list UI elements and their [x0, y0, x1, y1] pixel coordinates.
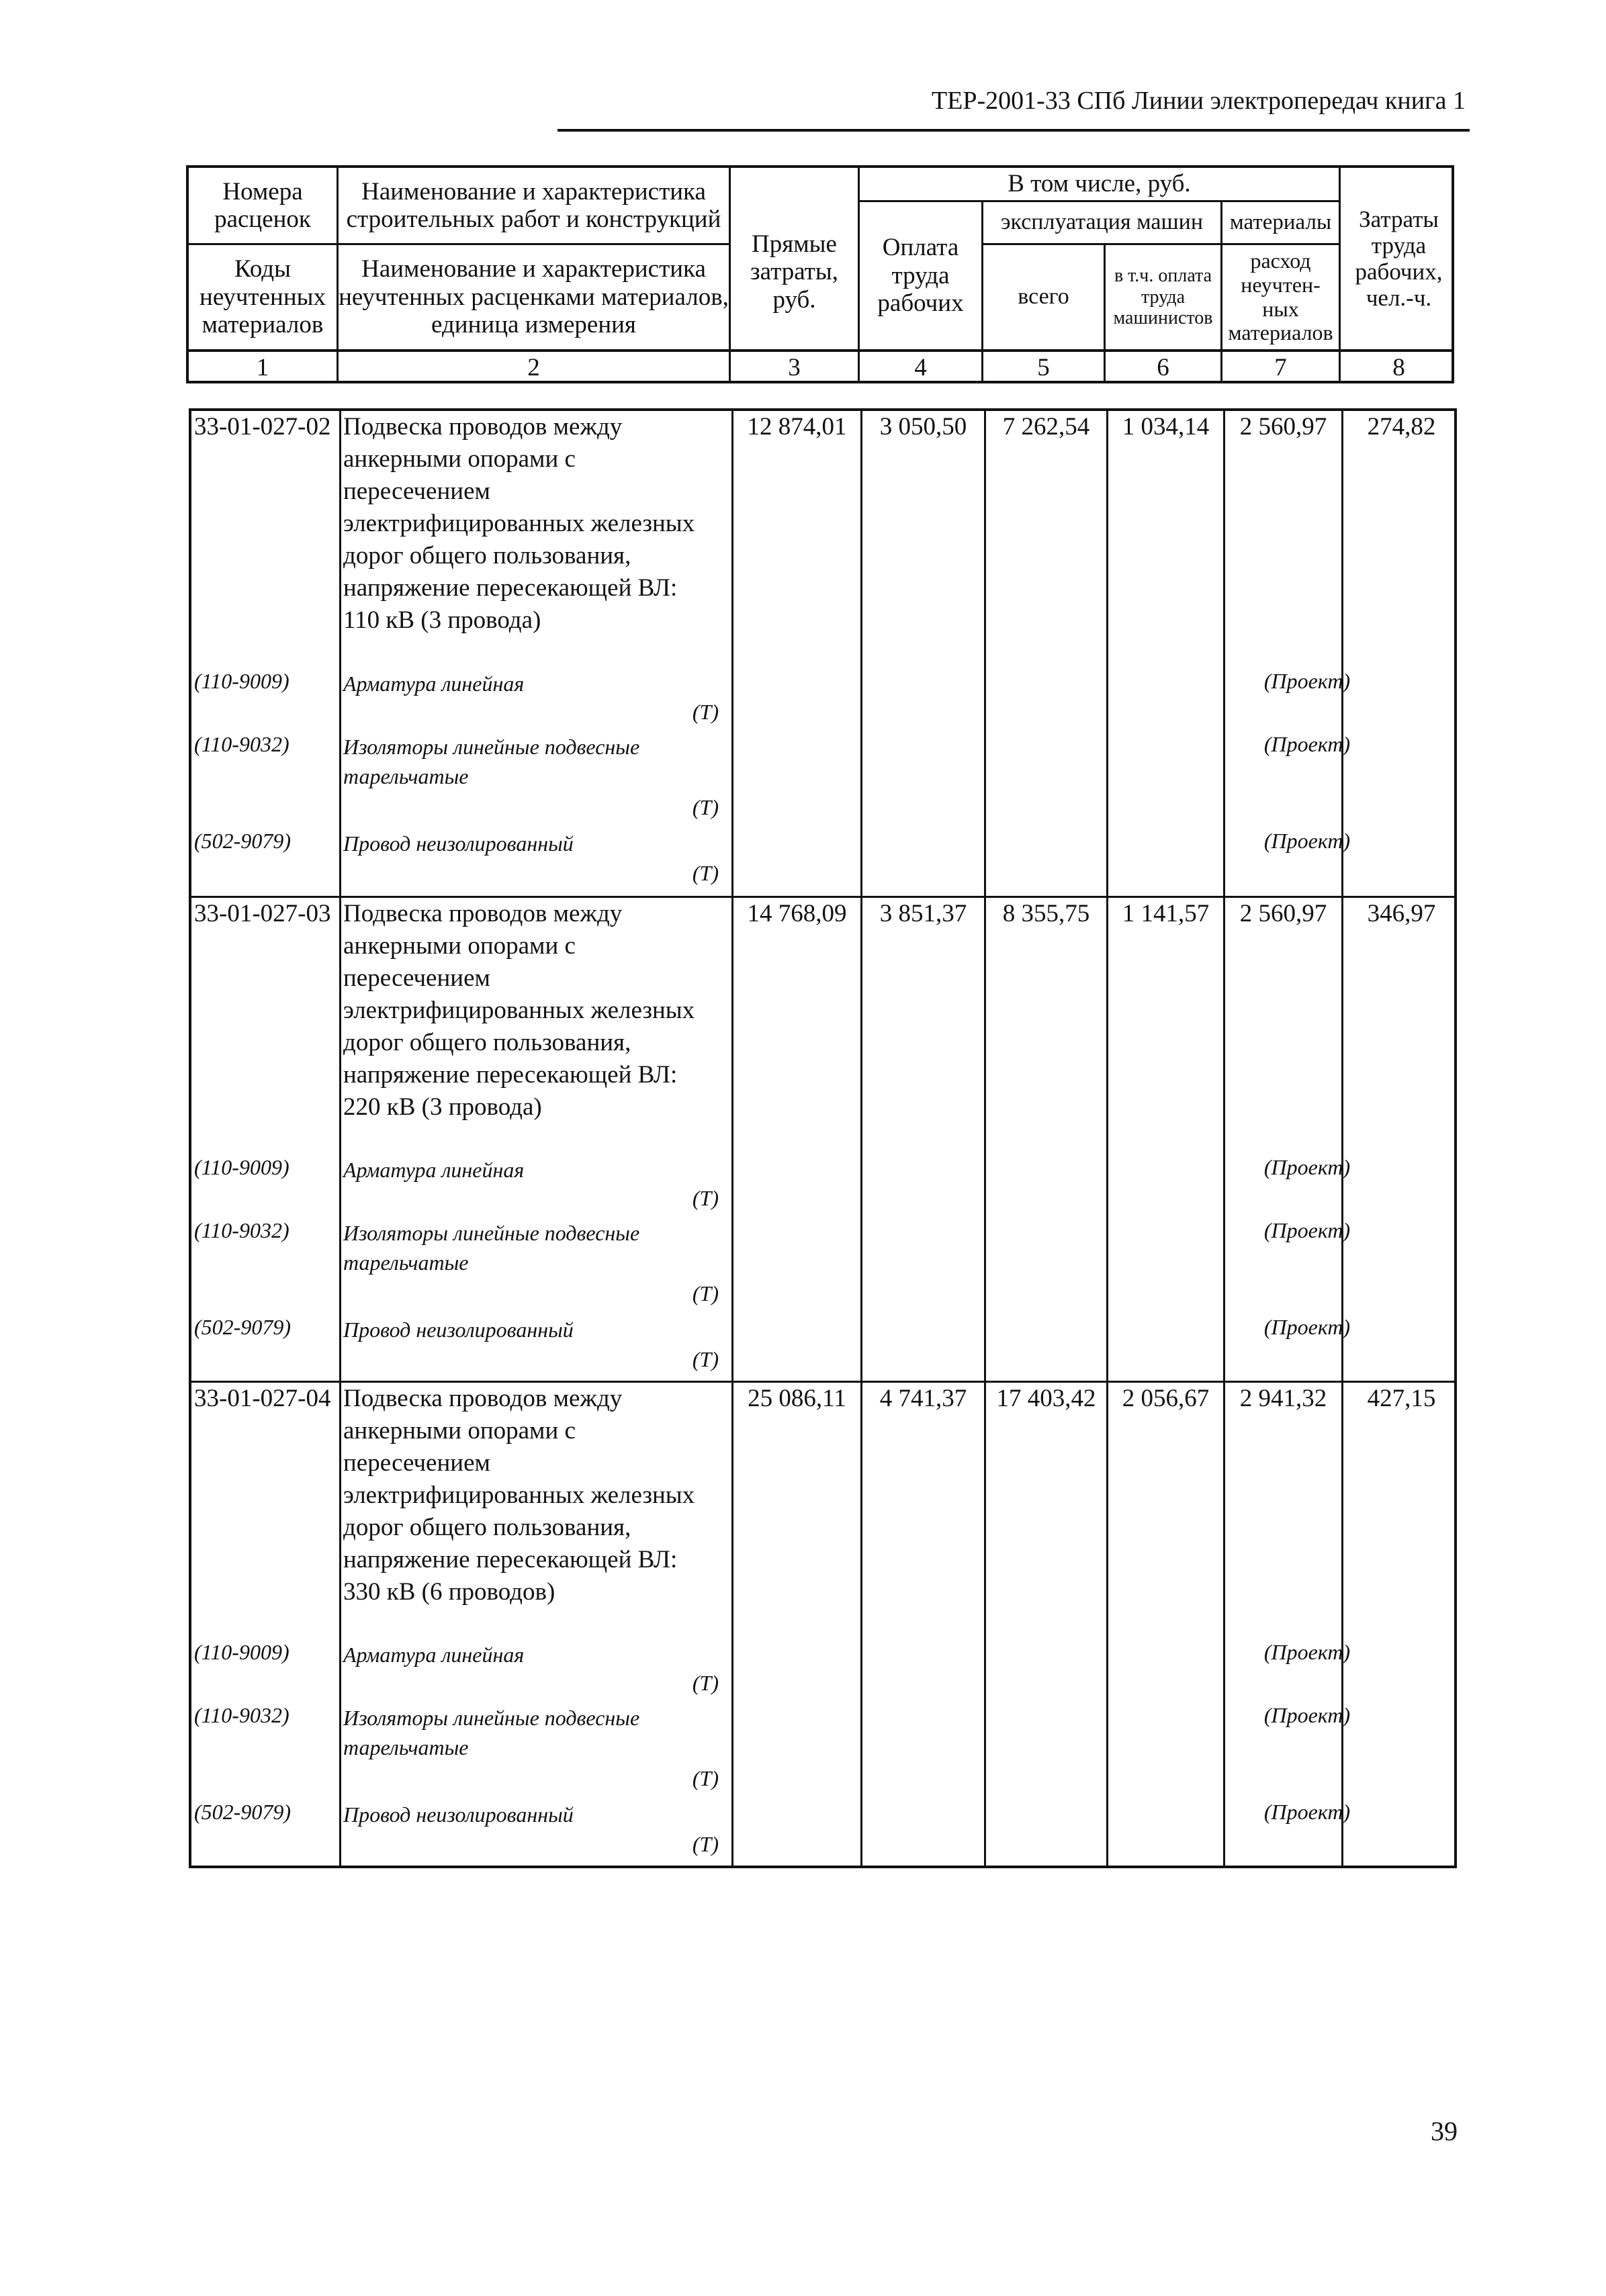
wages-value: 3 851,37: [879, 900, 967, 927]
column-divider: [1106, 411, 1108, 1866]
rate-description: Подвеска проводов между анкерными опорами с пересечением электрифицированных железных дорог общего пользования, напряжение пересекающей ВЛ: 330 кВ (6 проводов): [343, 1385, 695, 1606]
col-material-codes-header: Коды неучтенных материалов: [199, 255, 326, 339]
rate-code: 33-01-027-04: [194, 1385, 331, 1412]
materials-value: 2 560,97: [1239, 413, 1327, 441]
col-wages-header: Оплата труда рабочих: [877, 234, 964, 318]
machines-group-header: эксплуатация машин: [1000, 210, 1204, 235]
material-unit: (Т): [692, 1281, 719, 1305]
col-rate-numbers-header: Номера расценок: [214, 177, 311, 233]
material-unit: (Т): [692, 795, 719, 819]
col-direct-costs-header: Прямые затраты, руб.: [750, 230, 838, 314]
column-number: 7: [1274, 353, 1287, 381]
machinist-wages-value: 2 056,67: [1122, 1385, 1210, 1412]
material-unit: (Т): [692, 861, 719, 885]
page-number: 39: [1431, 2116, 1458, 2146]
column-number: 8: [1392, 353, 1405, 381]
column-number: 2: [527, 353, 540, 381]
col-machinist-wages-header: в т.ч. оплата труда машинистов: [1113, 265, 1213, 329]
machines-total-value: 7 262,54: [1002, 413, 1090, 441]
material-name: Арматура линейная: [343, 1643, 525, 1667]
material-name: Изоляторы линейные подвесные тарельчатые: [343, 1706, 640, 1759]
material-note: (Проект): [1263, 1703, 1351, 1727]
wages-value: 4 741,37: [879, 1385, 967, 1412]
running-title: ТЕР-2001-33 СПб Линии электропередач книга 1: [931, 87, 1466, 115]
material-name: Арматура линейная: [343, 672, 525, 696]
rate-description: Подвеска проводов между анкерными опорами с пересечением электрифицированных железных дорог общего пользования, напряжение пересекающей ВЛ: 110 кВ (3 провода): [343, 413, 695, 634]
rate-code: 33-01-027-02: [194, 413, 331, 441]
col-labor-header: Затраты труда рабочих, чел.-ч.: [1355, 205, 1443, 312]
col-material-name-header: Наименование и характеристика неучтенных расценками материалов, единица измерения: [339, 255, 729, 339]
material-code: (502-9079): [194, 1800, 291, 1824]
material-unit: (Т): [692, 1766, 719, 1790]
material-name: Изоляторы линейные подвесные тарельчатые: [343, 1221, 640, 1275]
col-machines-total-header: всего: [1018, 284, 1069, 310]
material-note: (Проект): [1263, 1218, 1351, 1242]
material-code: (110-9009): [194, 669, 289, 693]
column-divider: [731, 411, 733, 1866]
machinist-wages-value: 1 141,57: [1122, 900, 1210, 927]
col-materials-header: расход неучтен- ных материалов: [1228, 248, 1333, 345]
material-note: (Проект): [1263, 669, 1351, 693]
column-number: 3: [788, 353, 801, 381]
material-note: (Проект): [1263, 1315, 1351, 1339]
rate-description: Подвеска проводов между анкерными опорами с пересечением электрифицированных железных дорог общего пользования, напряжение пересекающей ВЛ: 220 кВ (3 провода): [343, 900, 695, 1121]
direct-costs-value: 14 768,09: [747, 900, 847, 927]
column-divider: [860, 411, 862, 1866]
rate-code: 33-01-027-03: [194, 900, 331, 927]
material-code: (110-9009): [194, 1640, 289, 1664]
material-note: (Проект): [1263, 829, 1351, 853]
column-divider: [984, 411, 986, 1866]
rates-table: [189, 408, 1457, 1868]
labor-value: 427,15: [1367, 1385, 1436, 1412]
materials-group-header: материалы: [1229, 210, 1332, 235]
machines-total-value: 17 403,42: [996, 1385, 1096, 1412]
material-name: Арматура линейная: [343, 1158, 525, 1182]
labor-value: 274,82: [1367, 413, 1436, 441]
material-unit: (Т): [692, 700, 719, 724]
column-number: 1: [256, 353, 269, 381]
materials-value: 2 560,97: [1239, 900, 1327, 927]
material-note: (Проект): [1263, 1640, 1351, 1664]
material-unit: (Т): [692, 1347, 719, 1371]
labor-value: 346,97: [1367, 900, 1436, 927]
machines-total-value: 8 355,75: [1002, 900, 1090, 927]
column-divider: [339, 411, 341, 1866]
machinist-wages-value: 1 034,14: [1122, 413, 1210, 441]
title-rule: [557, 129, 1470, 132]
table-header: [186, 165, 1454, 383]
material-unit: (Т): [692, 1832, 719, 1856]
material-code: (502-9079): [194, 829, 291, 853]
direct-costs-value: 12 874,01: [747, 413, 847, 441]
material-code: (502-9079): [194, 1315, 291, 1339]
col-work-name-header: Наименование и характеристика строительных работ и конструкций: [346, 177, 721, 233]
material-note: (Проект): [1263, 1155, 1351, 1179]
material-name: Провод неизолированный: [343, 1802, 574, 1827]
material-code: (110-9009): [194, 1155, 289, 1179]
column-divider: [1223, 411, 1225, 1866]
material-code: (110-9032): [194, 1703, 289, 1727]
material-name: Провод неизолированный: [343, 1318, 574, 1342]
material-name: Провод неизолированный: [343, 831, 574, 856]
direct-costs-value: 25 086,11: [748, 1385, 846, 1412]
material-name: Изоляторы линейные подвесные тарельчатые: [343, 735, 640, 788]
including-group-header: В том числе, руб.: [1008, 170, 1191, 198]
column-number: 4: [914, 353, 927, 381]
material-note: (Проект): [1263, 732, 1351, 756]
materials-value: 2 941,32: [1239, 1385, 1327, 1412]
material-unit: (Т): [692, 1671, 719, 1695]
material-code: (110-9032): [194, 732, 289, 756]
wages-value: 3 050,50: [879, 413, 967, 441]
material-note: (Проект): [1263, 1800, 1351, 1824]
material-unit: (Т): [692, 1186, 719, 1210]
material-code: (110-9032): [194, 1218, 289, 1242]
column-number: 6: [1157, 353, 1169, 381]
column-number: 5: [1037, 353, 1050, 381]
